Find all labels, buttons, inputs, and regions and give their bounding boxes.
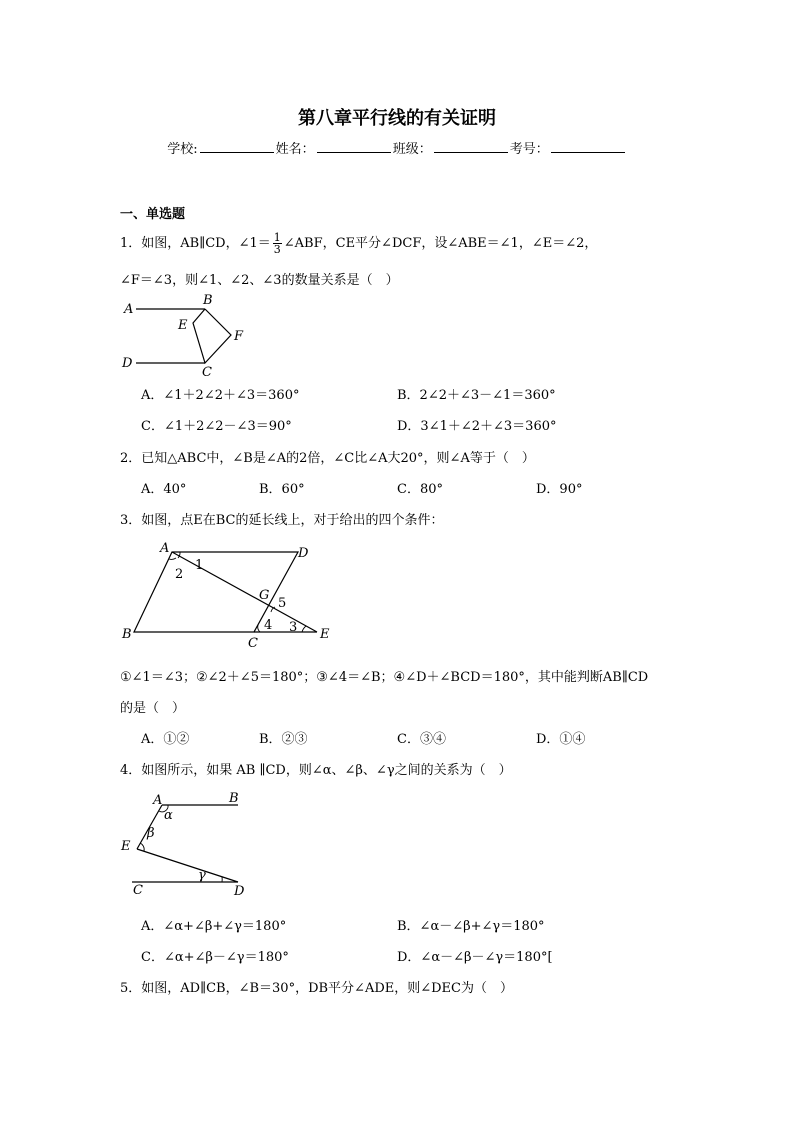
q1-label-a: A xyxy=(124,302,134,317)
q3-label-3: 3 xyxy=(289,620,298,635)
q4-label-beta: β xyxy=(147,826,155,841)
q1-figure xyxy=(118,290,268,380)
q3-option-c[interactable]: C．③④ xyxy=(397,732,446,747)
q4-option-c[interactable]: C．∠α+∠β－∠γ＝180° xyxy=(141,950,289,965)
q3-label-a: A xyxy=(160,541,170,556)
q2-option-a[interactable]: A．40° xyxy=(141,482,187,497)
q1-frac-numerator: 1 xyxy=(273,231,281,244)
q2-option-b[interactable]: B．60° xyxy=(259,482,305,497)
q3-stem: 3．如图，点E在BC的延长线上，对于给出的四个条件： xyxy=(120,513,444,528)
class-blank[interactable] xyxy=(434,140,508,153)
school-blank[interactable] xyxy=(200,140,274,153)
q2-stem: 2．已知△ABC中，∠B是∠A的2倍，∠C比∠A大20°，则∠A等于（ ） xyxy=(120,451,535,466)
page-title: 第八章平行线的有关证明 xyxy=(298,108,496,129)
q4-label-gamma: γ xyxy=(198,868,206,883)
q1-option-b[interactable]: B．2∠2＋∠3－∠1＝360° xyxy=(397,388,556,403)
q3-angle5-arc xyxy=(271,607,275,612)
q3-angle2-arc xyxy=(169,558,176,559)
q1-option-d[interactable]: D．3∠1＋∠2＋∠3＝360° xyxy=(397,419,557,434)
q1-stem-line2: ∠F＝∠3，则∠1、∠2、∠3的数量关系是（ ） xyxy=(120,273,399,288)
class-label: 班级： xyxy=(392,142,432,157)
q1-text-a: 1．如图，AB∥CD，∠1＝ xyxy=(120,236,271,251)
q1-label-c: C xyxy=(202,365,212,380)
q4-label-a: A xyxy=(153,793,163,808)
q1-label-f: F xyxy=(234,329,244,344)
q3-label-b: B xyxy=(122,627,132,642)
name-label: 姓名： xyxy=(275,142,315,157)
q3-label-e: E xyxy=(320,627,330,642)
q4-label-b: B xyxy=(229,791,239,806)
q3-label-g: G xyxy=(259,588,270,603)
q4-option-b[interactable]: B．∠α－∠β+∠γ＝180° xyxy=(397,919,545,934)
q4-label-e: E xyxy=(121,839,131,854)
school-label: 学校: xyxy=(167,142,198,157)
q2-option-c[interactable]: C．80° xyxy=(397,482,443,497)
q3-figure xyxy=(116,538,346,651)
q3-label-c: C xyxy=(248,636,258,651)
q3-option-b[interactable]: B．②③ xyxy=(259,732,308,747)
q1-label-e: E xyxy=(178,318,188,333)
q4-option-d[interactable]: D．∠α－∠β－∠γ＝180°[ xyxy=(397,950,553,965)
q1-label-b: B xyxy=(203,293,213,308)
q1-polygon xyxy=(193,309,231,363)
student-info-line xyxy=(0,138,794,157)
q4-figure xyxy=(118,787,258,902)
q1-option-c[interactable]: C．∠1＋2∠2－∠3＝90° xyxy=(141,419,292,434)
q3-label-4: 4 xyxy=(264,618,273,633)
exam-no-blank[interactable] xyxy=(551,140,625,153)
q3-label-5: 5 xyxy=(278,596,287,611)
q4-option-a[interactable]: A．∠α+∠β+∠γ＝180° xyxy=(141,919,287,934)
name-blank[interactable] xyxy=(317,140,391,153)
q3-option-a[interactable]: A．①② xyxy=(141,732,190,747)
q4-label-c: C xyxy=(133,883,143,898)
q5-stem: 5．如图，AD∥CB，∠B＝30°，DB平分∠ADE，则∠DEC为（ ） xyxy=(120,981,513,996)
q1-stem-line1 xyxy=(120,232,597,255)
q3-angle3-arc xyxy=(302,626,306,632)
q3-label-1: 1 xyxy=(195,558,204,573)
q3-conditions: ①∠1＝∠3；②∠2＋∠5＝180°；③∠4＝∠B；④∠D＋∠BCD＝180°，其中能判断AB∥CD xyxy=(120,670,649,685)
q3-option-d[interactable]: D．①④ xyxy=(536,732,586,747)
q1-text-b: ∠ABF，CE平分∠DCF，设∠ABE＝∠1，∠E＝∠2， xyxy=(283,236,598,251)
q3-parallelogram xyxy=(134,552,298,632)
exam-no-label: 考号： xyxy=(509,142,549,157)
q3-angle4-arc xyxy=(258,625,260,632)
q4-line-ed xyxy=(137,849,238,882)
q3-tail: 的是（ ） xyxy=(120,701,186,716)
q1-option-a[interactable]: A．∠1＋2∠2＋∠3＝360° xyxy=(141,388,300,403)
q3-label-2: 2 xyxy=(175,567,184,582)
q1-fraction xyxy=(273,232,282,255)
q2-option-d[interactable]: D．90° xyxy=(536,482,583,497)
section-heading: 一、单选题 xyxy=(120,207,186,222)
q4-label-alpha: α xyxy=(164,808,173,823)
q4-label-d: D xyxy=(234,884,245,899)
q1-frac-denominator: 3 xyxy=(273,243,281,256)
q1-label-d: D xyxy=(122,356,133,371)
q3-label-d: D xyxy=(298,546,309,561)
q4-stem: 4．如图所示，如果 AB ∥CD，则∠α、∠β、∠γ之间的关系为（ ） xyxy=(120,763,512,778)
